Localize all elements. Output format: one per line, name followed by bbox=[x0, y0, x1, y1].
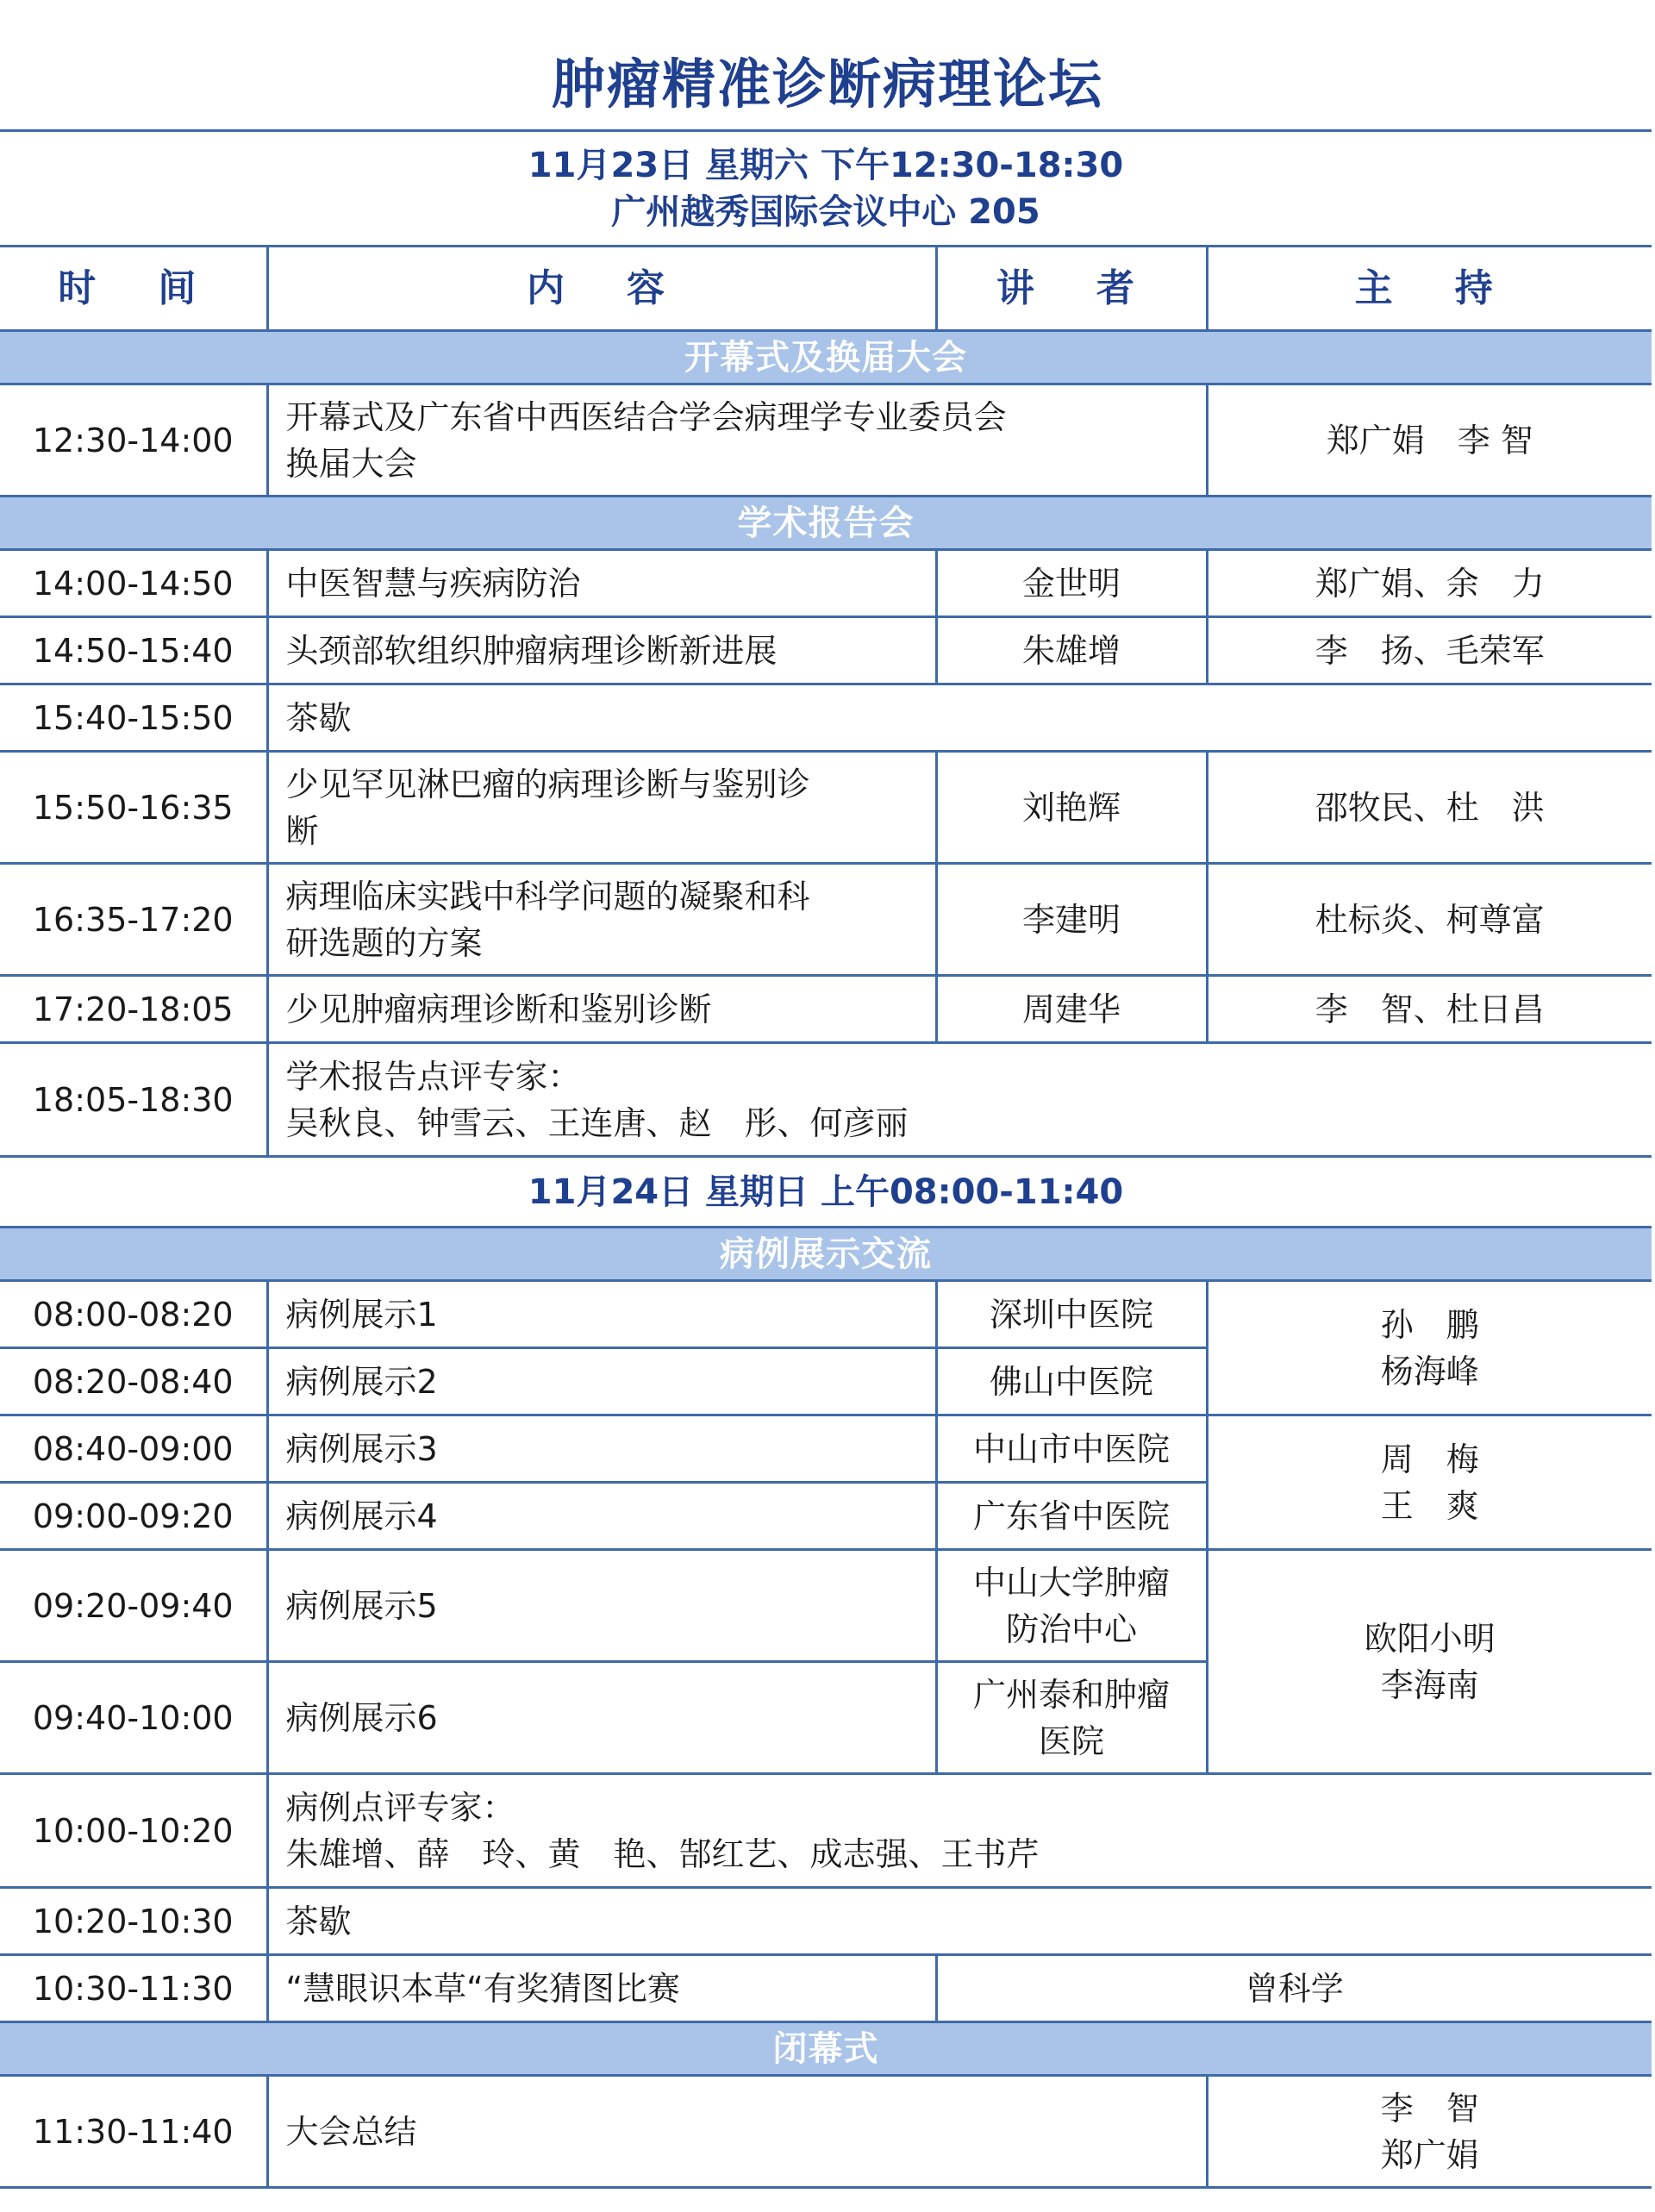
row-time: 08:00-08:20 bbox=[0, 1281, 267, 1348]
row-host: 曾科学 bbox=[936, 1955, 1652, 2022]
row-speaker: 深圳中医院 bbox=[936, 1281, 1207, 1348]
row-host: 杜标炎、柯尊富 bbox=[1207, 864, 1652, 976]
table-row bbox=[0, 752, 1652, 864]
section-cases: 病例展示交流 bbox=[0, 1228, 1652, 1281]
day1-venue: 广州越秀国际会议中心 205 bbox=[611, 191, 1040, 232]
row-content: 学术报告点评专家： 吴秋良、钟雪云、王连唐、赵 彤、何彦丽 bbox=[267, 1043, 1652, 1157]
row-content: 病例展示6 bbox=[267, 1662, 936, 1774]
row-host: 郑广娟、余 力 bbox=[1207, 550, 1652, 617]
row-content: 头颈部软组织肿瘤病理诊断新进展 bbox=[267, 617, 936, 684]
row-time: 11:30-11:40 bbox=[0, 2076, 267, 2188]
schedule-table bbox=[0, 129, 1652, 2189]
row-content: 病例点评专家： 朱雄增、薛 玲、黄 艳、郜红艺、成志强、王书芹 bbox=[267, 1774, 1652, 1888]
header-row bbox=[0, 247, 1652, 331]
row-speaker: 佛山中医院 bbox=[936, 1348, 1207, 1415]
row-time: 09:20-09:40 bbox=[0, 1550, 267, 1662]
row-speaker: 李建明 bbox=[936, 864, 1207, 976]
table-row bbox=[0, 1281, 1652, 1348]
row-time: 15:50-16:35 bbox=[0, 752, 267, 864]
row-time: 17:20-18:05 bbox=[0, 976, 267, 1043]
day2-date: 11月24日 星期日 上午08:00-11:40 bbox=[0, 1157, 1652, 1228]
row-speaker: 刘艳辉 bbox=[936, 752, 1207, 864]
day2-info-row bbox=[0, 1157, 1652, 1228]
header-speaker: 讲 者 bbox=[936, 247, 1207, 331]
row-speaker: 广州泰和肿瘤 医院 bbox=[936, 1662, 1207, 1774]
header-host: 主 持 bbox=[1207, 247, 1652, 331]
row-content: 病例展示2 bbox=[267, 1348, 936, 1415]
section-closing: 闭幕式 bbox=[0, 2022, 1652, 2076]
row-time: 10:00-10:20 bbox=[0, 1774, 267, 1888]
row-time: 14:00-14:50 bbox=[0, 550, 267, 617]
row-content: 大会总结 bbox=[267, 2076, 1207, 2188]
row-time: 16:35-17:20 bbox=[0, 864, 267, 976]
row-host: 欧阳小明 李海南 bbox=[1207, 1550, 1652, 1774]
row-speaker: 中山市中医院 bbox=[936, 1415, 1207, 1483]
row-content: 病例展示1 bbox=[267, 1281, 936, 1348]
row-speaker: 广东省中医院 bbox=[936, 1483, 1207, 1550]
section-academic: 学术报告会 bbox=[0, 497, 1652, 550]
row-host: 李 扬、毛荣军 bbox=[1207, 617, 1652, 684]
row-content: 开幕式及广东省中西医结合学会病理学专业委员会 换届大会 bbox=[267, 384, 1207, 497]
table-row bbox=[0, 864, 1652, 976]
row-content: “慧眼识本草“有奖猜图比赛 bbox=[267, 1955, 936, 2022]
row-host: 邵牧民、杜 洪 bbox=[1207, 752, 1652, 864]
table-row bbox=[0, 684, 1652, 752]
table-row bbox=[0, 384, 1652, 497]
row-host: 李 智 郑广娟 bbox=[1207, 2076, 1652, 2188]
row-content: 病例展示5 bbox=[267, 1550, 936, 1662]
row-host: 郑广娟 李 智 bbox=[1207, 384, 1652, 497]
header-content: 内 容 bbox=[267, 247, 936, 331]
row-host: 孙 鹏 杨海峰 bbox=[1207, 1281, 1652, 1415]
row-content: 病例展示4 bbox=[267, 1483, 936, 1550]
row-speaker: 朱雄增 bbox=[936, 617, 1207, 684]
row-time: 14:50-15:40 bbox=[0, 617, 267, 684]
table-row bbox=[0, 976, 1652, 1043]
row-host: 周 梅 王 爽 bbox=[1207, 1415, 1652, 1550]
row-content: 病例展示3 bbox=[267, 1415, 936, 1483]
table-row bbox=[0, 1415, 1652, 1483]
page-title: 肿瘤精准诊断病理论坛 bbox=[551, 53, 1103, 116]
row-content: 茶歇 bbox=[267, 1888, 1652, 1955]
row-time: 10:20-10:30 bbox=[0, 1888, 267, 1955]
row-speaker: 金世明 bbox=[936, 550, 1207, 617]
row-time: 08:20-08:40 bbox=[0, 1348, 267, 1415]
row-content: 中医智慧与疾病防治 bbox=[267, 550, 936, 617]
row-host: 李 智、杜日昌 bbox=[1207, 976, 1652, 1043]
row-time: 09:00-09:20 bbox=[0, 1483, 267, 1550]
row-time: 10:30-11:30 bbox=[0, 1955, 267, 2022]
row-time: 15:40-15:50 bbox=[0, 684, 267, 752]
row-speaker: 中山大学肿瘤 防治中心 bbox=[936, 1550, 1207, 1662]
table-row bbox=[0, 617, 1652, 684]
day1-info-row bbox=[0, 131, 1652, 247]
row-content: 茶歇 bbox=[267, 684, 1652, 752]
row-content: 病理临床实践中科学问题的凝聚和科 研选题的方案 bbox=[267, 864, 936, 976]
row-content: 少见罕见淋巴瘤的病理诊断与鉴别诊 断 bbox=[267, 752, 936, 864]
section-opening: 开幕式及换届大会 bbox=[0, 331, 1652, 384]
row-time: 09:40-10:00 bbox=[0, 1662, 267, 1774]
table-row bbox=[0, 1043, 1652, 1157]
day1-date: 11月23日 星期六 下午12:30-18:30 bbox=[528, 145, 1124, 185]
header-time: 时 间 bbox=[0, 247, 267, 331]
row-time: 08:40-09:00 bbox=[0, 1415, 267, 1483]
table-row bbox=[0, 1888, 1652, 1955]
row-speaker: 周建华 bbox=[936, 976, 1207, 1043]
table-row bbox=[0, 1955, 1652, 2022]
row-content: 少见肿瘤病理诊断和鉴别诊断 bbox=[267, 976, 936, 1043]
table-row bbox=[0, 2076, 1652, 2188]
table-row bbox=[0, 550, 1652, 617]
table-row bbox=[0, 1550, 1652, 1662]
row-time: 12:30-14:00 bbox=[0, 384, 267, 497]
row-time: 18:05-18:30 bbox=[0, 1043, 267, 1157]
table-row bbox=[0, 1774, 1652, 1888]
